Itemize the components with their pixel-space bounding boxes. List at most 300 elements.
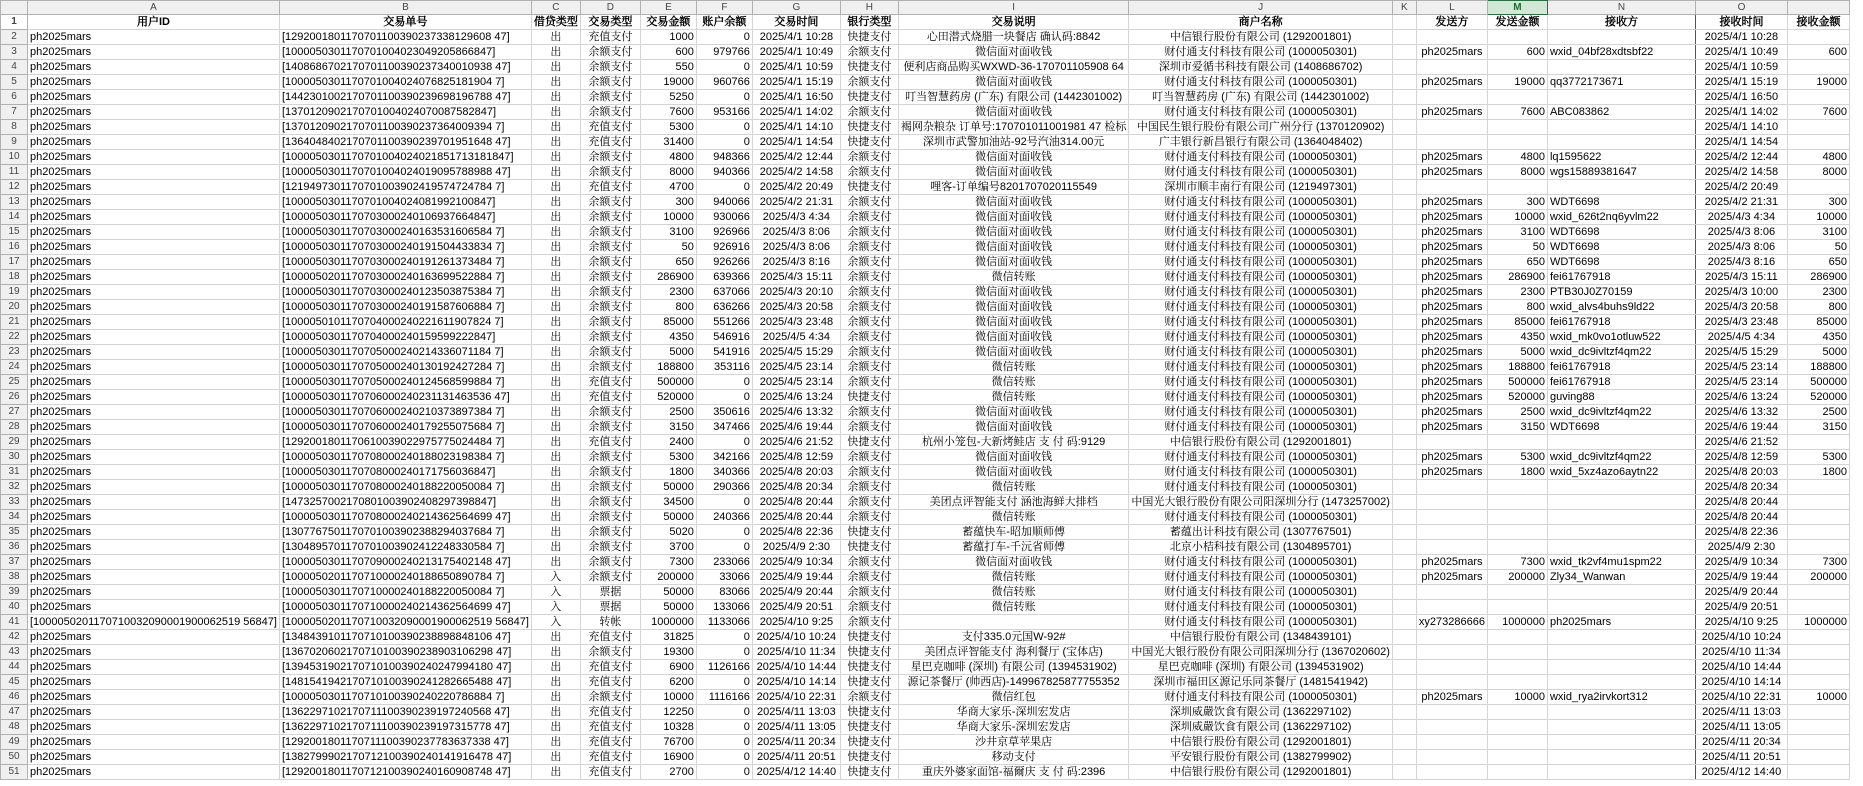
cell[interactable]: 33066: [696, 570, 752, 585]
cell[interactable]: 2025/4/10 10:24: [752, 630, 840, 645]
cell[interactable]: 财付通支付科技有限公司 (1000050301): [1129, 510, 1393, 525]
cell[interactable]: 快捷支付: [840, 30, 898, 45]
cell[interactable]: 2025/4/5 15:29: [1695, 345, 1787, 360]
cell[interactable]: 10000: [1487, 690, 1547, 705]
cell[interactable]: 2025/4/8 20:44: [752, 495, 840, 510]
cell[interactable]: PTB30J0Z70159: [1547, 285, 1695, 300]
cell[interactable]: 4700: [640, 180, 696, 195]
cell[interactable]: [1362297102170711100390239197315778 47]: [279, 720, 531, 735]
cell[interactable]: WDT6698: [1547, 255, 1695, 270]
cell[interactable]: [1392, 300, 1416, 315]
cell[interactable]: [1000050301170701004024019095788988 47]: [279, 165, 531, 180]
cell[interactable]: [1416, 705, 1487, 720]
cell[interactable]: 深圳市武警加油站-92号汽油314.00元: [898, 135, 1128, 150]
cell[interactable]: 5000: [640, 345, 696, 360]
row-header[interactable]: 7: [1, 105, 28, 120]
cell[interactable]: ph2025mars: [28, 135, 280, 150]
cell[interactable]: ph2025mars: [28, 765, 280, 780]
cell[interactable]: 2025/4/2 14:58: [752, 165, 840, 180]
cell[interactable]: 2025/4/3 4:34: [1695, 210, 1787, 225]
cell[interactable]: 余额支付: [840, 585, 898, 600]
cell[interactable]: WDT6698: [1547, 420, 1695, 435]
cell[interactable]: [1000050301170701004024081992100847]: [279, 195, 531, 210]
cell[interactable]: 6200: [640, 675, 696, 690]
cell[interactable]: 19300: [640, 645, 696, 660]
cell[interactable]: [1392, 435, 1416, 450]
cell[interactable]: [1481541942170710100390241282665488 47]: [279, 675, 531, 690]
cell[interactable]: 充值支付: [580, 660, 640, 675]
cell[interactable]: 8000: [640, 165, 696, 180]
cell[interactable]: 5000: [1487, 345, 1547, 360]
cell[interactable]: 财付通支付科技有限公司 (1000050301): [1129, 585, 1393, 600]
cell[interactable]: 余额支付: [580, 45, 640, 60]
column-header-M[interactable]: M: [1487, 1, 1547, 15]
row-header[interactable]: 4: [1, 60, 28, 75]
cell[interactable]: 微信面对面收钱: [898, 165, 1128, 180]
column-header-x15[interactable]: [1787, 1, 1849, 15]
row-header[interactable]: 18: [1, 270, 28, 285]
cell[interactable]: ph2025mars: [28, 120, 280, 135]
cell[interactable]: 0: [696, 540, 752, 555]
cell[interactable]: [1473257002170801003902408297398847]: [279, 495, 531, 510]
table-row[interactable]: [1, 45, 1850, 60]
cell[interactable]: ph2025mars: [28, 435, 280, 450]
cell[interactable]: 800: [1787, 300, 1849, 315]
cell[interactable]: 2025/4/3 23:48: [752, 315, 840, 330]
cell[interactable]: ph2025mars: [28, 330, 280, 345]
cell[interactable]: [1000050101170704000240221611907824 7]: [279, 315, 531, 330]
row-header[interactable]: 6: [1, 90, 28, 105]
cell[interactable]: ph2025mars: [1416, 330, 1487, 345]
cell[interactable]: ph2025mars: [28, 285, 280, 300]
table-row[interactable]: [1, 165, 1850, 180]
cell[interactable]: 960766: [696, 75, 752, 90]
cell[interactable]: [1000050301170710000240188220050084 7]: [279, 585, 531, 600]
cell[interactable]: 出: [531, 390, 580, 405]
cell[interactable]: [1000050301170701004024021851713181847]: [279, 150, 531, 165]
cell[interactable]: [1416, 90, 1487, 105]
cell[interactable]: 650: [1487, 255, 1547, 270]
row-header[interactable]: 19: [1, 285, 28, 300]
row-header[interactable]: 14: [1, 210, 28, 225]
cell[interactable]: 0: [696, 735, 752, 750]
cell[interactable]: 快捷支付: [840, 720, 898, 735]
cell[interactable]: ph2025mars: [28, 600, 280, 615]
cell[interactable]: 2500: [1487, 405, 1547, 420]
cell[interactable]: [1392, 120, 1416, 135]
cell[interactable]: 出: [531, 765, 580, 780]
cell[interactable]: [1547, 705, 1695, 720]
cell[interactable]: fei61767918: [1547, 315, 1695, 330]
cell[interactable]: 2300: [1487, 285, 1547, 300]
cell[interactable]: 财付通支付科技有限公司 (1000050301): [1129, 345, 1393, 360]
cell[interactable]: 票据: [580, 600, 640, 615]
cell[interactable]: 深圳市爱循书科技有限公司 (1408686702): [1129, 60, 1393, 75]
cell[interactable]: [1000050301170710000240214362564699 47]: [279, 600, 531, 615]
cell[interactable]: [1392, 240, 1416, 255]
cell[interactable]: [1392, 360, 1416, 375]
cell[interactable]: 76700: [640, 735, 696, 750]
table-row[interactable]: [1, 30, 1850, 45]
cell[interactable]: [1787, 585, 1849, 600]
cell[interactable]: 2025/4/11 13:05: [752, 720, 840, 735]
cell[interactable]: 财付通支付科技有限公司 (1000050301): [1129, 690, 1393, 705]
cell[interactable]: 转帐: [580, 615, 640, 630]
cell[interactable]: 0: [696, 750, 752, 765]
cell[interactable]: [1787, 720, 1849, 735]
cell[interactable]: 出: [531, 690, 580, 705]
row-header[interactable]: 12: [1, 180, 28, 195]
cell[interactable]: 7600: [640, 105, 696, 120]
cell[interactable]: 0: [696, 705, 752, 720]
table-row[interactable]: [1, 720, 1850, 735]
cell[interactable]: 2025/4/10 11:34: [752, 645, 840, 660]
cell[interactable]: [1442301002170701100390239698196788 47]: [279, 90, 531, 105]
cell[interactable]: 940066: [696, 195, 752, 210]
cell[interactable]: 余额支付: [840, 270, 898, 285]
cell[interactable]: 2025/4/8 22:36: [1695, 525, 1787, 540]
cell[interactable]: 褐网杂粮杂 订单号:170701011001981 47 检标: [898, 120, 1128, 135]
cell[interactable]: 0: [696, 375, 752, 390]
table-row[interactable]: [1, 270, 1850, 285]
cell[interactable]: 余额支付: [580, 480, 640, 495]
cell[interactable]: [1787, 135, 1849, 150]
cell[interactable]: 133066: [696, 600, 752, 615]
cell[interactable]: 余额支付: [580, 60, 640, 75]
cell[interactable]: 余额支付: [840, 375, 898, 390]
row-header[interactable]: 30: [1, 450, 28, 465]
cell[interactable]: 微信面对面收钱: [898, 255, 1128, 270]
cell[interactable]: 2025/4/11 13:05: [1695, 720, 1787, 735]
cell[interactable]: 2025/4/5 15:29: [752, 345, 840, 360]
cell[interactable]: 3150: [640, 420, 696, 435]
cell[interactable]: 余额支付: [580, 255, 640, 270]
cell[interactable]: 余额支付: [580, 345, 640, 360]
cell[interactable]: 余额支付: [580, 105, 640, 120]
cell[interactable]: [1787, 180, 1849, 195]
cell[interactable]: 余额支付: [840, 315, 898, 330]
cell[interactable]: ph2025mars: [1416, 105, 1487, 120]
table-row[interactable]: [1, 615, 1850, 630]
cell[interactable]: 2025/4/10 14:14: [752, 675, 840, 690]
cell[interactable]: [1000050301170706000240179255075684 7]: [279, 420, 531, 435]
cell[interactable]: 快捷支付: [840, 735, 898, 750]
cell[interactable]: [1392, 570, 1416, 585]
cell[interactable]: 出: [531, 450, 580, 465]
cell[interactable]: 979766: [696, 45, 752, 60]
row-header[interactable]: 37: [1, 555, 28, 570]
table-row[interactable]: [1, 300, 1850, 315]
row-header[interactable]: 51: [1, 765, 28, 780]
cell[interactable]: 83066: [696, 585, 752, 600]
cell[interactable]: [1000050301170708000240188023198384 7]: [279, 450, 531, 465]
cell[interactable]: [1416, 660, 1487, 675]
cell[interactable]: 叮当智慧药房 (广东) 有限公司 (1442301002): [898, 90, 1128, 105]
cell[interactable]: 华商大家乐-深圳宏发店: [898, 705, 1128, 720]
cell[interactable]: 2025/4/8 20:34: [1695, 480, 1787, 495]
cell[interactable]: 余额支付: [840, 150, 898, 165]
cell[interactable]: 31825: [640, 630, 696, 645]
row-header[interactable]: 27: [1, 405, 28, 420]
cell[interactable]: 财付通支付科技有限公司 (1000050301): [1129, 165, 1393, 180]
cell[interactable]: [1392, 105, 1416, 120]
cell[interactable]: 余额支付: [580, 570, 640, 585]
cell[interactable]: [1547, 585, 1695, 600]
cell[interactable]: [1348439101170710100390238898848106 47]: [279, 630, 531, 645]
table-row[interactable]: [1, 345, 1850, 360]
cell[interactable]: 出: [531, 645, 580, 660]
cell[interactable]: qq3772173671: [1547, 75, 1695, 90]
cell[interactable]: ph2025mars: [28, 195, 280, 210]
cell[interactable]: ph2025mars: [1416, 390, 1487, 405]
cell[interactable]: 充值支付: [580, 720, 640, 735]
cell[interactable]: [1487, 750, 1547, 765]
cell[interactable]: [1392, 45, 1416, 60]
cell[interactable]: 85000: [1787, 315, 1849, 330]
row-header[interactable]: 24: [1, 360, 28, 375]
cell[interactable]: 2025/4/9 10:34: [752, 555, 840, 570]
cell[interactable]: 财付通支付科技有限公司 (1000050301): [1129, 315, 1393, 330]
cell[interactable]: 财付通支付科技有限公司 (1000050301): [1129, 390, 1393, 405]
table-row[interactable]: [1, 510, 1850, 525]
row-header[interactable]: 35: [1, 525, 28, 540]
cell[interactable]: 2025/4/10 14:44: [752, 660, 840, 675]
cell[interactable]: 微信红包: [898, 690, 1128, 705]
cell[interactable]: wxid_dc9ivltzf4qm22: [1547, 345, 1695, 360]
cell[interactable]: 2025/4/8 20:03: [752, 465, 840, 480]
cell[interactable]: [1392, 210, 1416, 225]
table-row[interactable]: [1, 555, 1850, 570]
cell[interactable]: [1000050301170703000240163531606584 7]: [279, 225, 531, 240]
cell[interactable]: 10328: [640, 720, 696, 735]
cell[interactable]: ph2025mars: [28, 630, 280, 645]
cell[interactable]: [1547, 480, 1695, 495]
table-row[interactable]: [1, 705, 1850, 720]
cell[interactable]: [1000050201170710032090001900062519 56847]: [28, 615, 280, 630]
cell[interactable]: 550: [640, 60, 696, 75]
cell[interactable]: 余额支付: [580, 210, 640, 225]
cell[interactable]: 2025/4/10 11:34: [1695, 645, 1787, 660]
cell[interactable]: [1304895701170701003902412248330584 7]: [279, 540, 531, 555]
cell[interactable]: 快捷支付: [840, 750, 898, 765]
cell[interactable]: 充值支付: [580, 390, 640, 405]
cell[interactable]: 3100: [1787, 225, 1849, 240]
cell[interactable]: 342166: [696, 450, 752, 465]
cell[interactable]: 叮当智慧药房 (广东) 有限公司 (1442301002): [1129, 90, 1393, 105]
row-header[interactable]: 29: [1, 435, 28, 450]
cell[interactable]: 出: [531, 720, 580, 735]
table-row[interactable]: [1, 765, 1850, 780]
cell[interactable]: ph2025mars: [28, 240, 280, 255]
cell[interactable]: 3100: [1487, 225, 1547, 240]
cell[interactable]: 926266: [696, 255, 752, 270]
cell[interactable]: fei61767918: [1547, 375, 1695, 390]
cell[interactable]: 50000: [640, 510, 696, 525]
cell[interactable]: xy273286666: [1416, 615, 1487, 630]
cell[interactable]: 2025/4/5 23:14: [1695, 360, 1787, 375]
column-header-C[interactable]: C: [531, 1, 580, 15]
cell[interactable]: 2025/4/2 20:49: [752, 180, 840, 195]
cell[interactable]: [1364048402170701100390239701951648 47]: [279, 135, 531, 150]
cell[interactable]: 7600: [1487, 105, 1547, 120]
cell[interactable]: 2025/4/3 23:48: [1695, 315, 1787, 330]
cell[interactable]: 出: [531, 150, 580, 165]
cell[interactable]: [1547, 90, 1695, 105]
cell[interactable]: [1370120902170701004024070087582847]: [279, 105, 531, 120]
cell[interactable]: 0: [696, 180, 752, 195]
cell[interactable]: [1416, 60, 1487, 75]
cell[interactable]: 50000: [640, 600, 696, 615]
cell[interactable]: ph2025mars: [1416, 465, 1487, 480]
cell[interactable]: 2025/4/1 14:02: [1695, 105, 1787, 120]
cell[interactable]: ph2025mars: [28, 645, 280, 660]
cell[interactable]: 2025/4/11 20:34: [1695, 735, 1787, 750]
cell[interactable]: wxid_626t2nq6yvlm22: [1547, 210, 1695, 225]
cell[interactable]: [1487, 720, 1547, 735]
cell[interactable]: 平安银行股份有限公司 (1382799902): [1129, 750, 1393, 765]
cell[interactable]: [1416, 720, 1487, 735]
cell[interactable]: 财付通支付科技有限公司 (1000050301): [1129, 300, 1393, 315]
cell[interactable]: ph2025mars: [28, 525, 280, 540]
cell[interactable]: [1487, 435, 1547, 450]
cell[interactable]: 出: [531, 735, 580, 750]
cell[interactable]: [1787, 480, 1849, 495]
cell[interactable]: [1547, 435, 1695, 450]
cell[interactable]: ph2025mars: [28, 375, 280, 390]
cell[interactable]: 2025/4/1 14:10: [1695, 120, 1787, 135]
cell[interactable]: 微信转账: [898, 390, 1128, 405]
cell[interactable]: [1547, 630, 1695, 645]
cell[interactable]: 2025/4/3 4:34: [752, 210, 840, 225]
cell[interactable]: 余额支付: [840, 285, 898, 300]
cell[interactable]: [1416, 120, 1487, 135]
cell[interactable]: 10000: [1487, 210, 1547, 225]
cell[interactable]: 2025/4/8 12:59: [1695, 450, 1787, 465]
row-header[interactable]: 47: [1, 705, 28, 720]
cell[interactable]: 340366: [696, 465, 752, 480]
cell[interactable]: 500000: [1487, 375, 1547, 390]
cell[interactable]: ABC083862: [1547, 105, 1695, 120]
cell[interactable]: ph2025mars: [1547, 615, 1695, 630]
cell[interactable]: 2025/4/2 20:49: [1695, 180, 1787, 195]
cell[interactable]: [1219497301170701003902419574724784 7]: [279, 180, 531, 195]
cell[interactable]: 充值支付: [580, 435, 640, 450]
cell[interactable]: [1416, 135, 1487, 150]
cell[interactable]: 2025/4/3 10:00: [1695, 285, 1787, 300]
cell[interactable]: [1382799902170712100390240141916478 47]: [279, 750, 531, 765]
cell[interactable]: ph2025mars: [1416, 690, 1487, 705]
cell[interactable]: 充值支付: [580, 375, 640, 390]
cell[interactable]: [1392, 195, 1416, 210]
cell[interactable]: [1392, 60, 1416, 75]
cell[interactable]: 2025/4/1 10:49: [752, 45, 840, 60]
row-header[interactable]: 10: [1, 150, 28, 165]
cell[interactable]: 中信银行股份有限公司 (1292001801): [1129, 735, 1393, 750]
cell[interactable]: 余额支付: [580, 150, 640, 165]
table-row[interactable]: [1, 60, 1850, 75]
cell[interactable]: 余额支付: [580, 690, 640, 705]
cell[interactable]: wgs15889381647: [1547, 165, 1695, 180]
cell[interactable]: [1487, 480, 1547, 495]
cell[interactable]: 650: [1787, 255, 1849, 270]
cell[interactable]: 美团点评智能支付 涵池海鲜大排档: [898, 495, 1128, 510]
cell[interactable]: [1487, 30, 1547, 45]
cell[interactable]: 余额支付: [580, 285, 640, 300]
cell[interactable]: 300: [640, 195, 696, 210]
cell[interactable]: 蓄蕴出计科技有限公司 (1307767501): [1129, 525, 1393, 540]
cell[interactable]: 中信银行股份有限公司 (1292001801): [1129, 30, 1393, 45]
cell[interactable]: 10000: [640, 690, 696, 705]
cell[interactable]: [1392, 645, 1416, 660]
cell[interactable]: 2025/4/9 19:44: [752, 570, 840, 585]
row-header[interactable]: 39: [1, 585, 28, 600]
cell[interactable]: 出: [531, 300, 580, 315]
cell[interactable]: 入: [531, 570, 580, 585]
cell[interactable]: 10000: [640, 210, 696, 225]
cell[interactable]: [1292001801170711100390237783637338 47]: [279, 735, 531, 750]
cell[interactable]: 1000000: [640, 615, 696, 630]
cell[interactable]: [1416, 675, 1487, 690]
cell[interactable]: 余额支付: [840, 345, 898, 360]
cell[interactable]: 余额支付: [580, 315, 640, 330]
cell[interactable]: 余额支付: [580, 525, 640, 540]
cell[interactable]: wxid_mk0vo1otluw522: [1547, 330, 1695, 345]
cell[interactable]: [1547, 600, 1695, 615]
cell[interactable]: 出: [531, 465, 580, 480]
cell[interactable]: [1787, 510, 1849, 525]
cell[interactable]: 0: [696, 135, 752, 150]
cell[interactable]: 微信面对面收钱: [898, 195, 1128, 210]
cell[interactable]: 4800: [640, 150, 696, 165]
cell[interactable]: 微信面对面收钱: [898, 210, 1128, 225]
cell[interactable]: 财付通支付科技有限公司 (1000050301): [1129, 450, 1393, 465]
cell[interactable]: [1000050201170710032090001900062519 56847]: [279, 615, 531, 630]
cell[interactable]: 2025/4/3 15:11: [752, 270, 840, 285]
cell[interactable]: 快捷支付: [840, 135, 898, 150]
table-row[interactable]: [1, 225, 1850, 240]
cell[interactable]: [1487, 675, 1547, 690]
row-header[interactable]: 46: [1, 690, 28, 705]
cell[interactable]: [1547, 765, 1695, 780]
row-header[interactable]: 31: [1, 465, 28, 480]
cell[interactable]: 出: [531, 135, 580, 150]
cell[interactable]: 深圳市顺丰南行有限公司 (1219497301): [1129, 180, 1393, 195]
cell[interactable]: ph2025mars: [28, 30, 280, 45]
cell[interactable]: 出: [531, 525, 580, 540]
cell[interactable]: WDT6698: [1547, 195, 1695, 210]
cell[interactable]: 出: [531, 45, 580, 60]
cell[interactable]: ph2025mars: [28, 660, 280, 675]
row-header[interactable]: 3: [1, 45, 28, 60]
cell[interactable]: 充值支付: [580, 30, 640, 45]
cell[interactable]: WDT6698: [1547, 225, 1695, 240]
cell[interactable]: 2025/4/3 8:16: [752, 255, 840, 270]
cell[interactable]: 2700: [640, 765, 696, 780]
cell[interactable]: [1392, 255, 1416, 270]
cell[interactable]: 出: [531, 285, 580, 300]
cell[interactable]: 出: [531, 165, 580, 180]
cell[interactable]: ph2025mars: [1416, 75, 1487, 90]
cell[interactable]: 充值支付: [580, 120, 640, 135]
cell[interactable]: 2025/4/9 19:44: [1695, 570, 1787, 585]
cell[interactable]: 财付通支付科技有限公司 (1000050301): [1129, 240, 1393, 255]
cell[interactable]: ph2025mars: [28, 180, 280, 195]
row-header[interactable]: 28: [1, 420, 28, 435]
cell[interactable]: [1487, 735, 1547, 750]
cell[interactable]: 快捷支付: [840, 120, 898, 135]
cell[interactable]: ph2025mars: [28, 405, 280, 420]
cell[interactable]: [1487, 660, 1547, 675]
